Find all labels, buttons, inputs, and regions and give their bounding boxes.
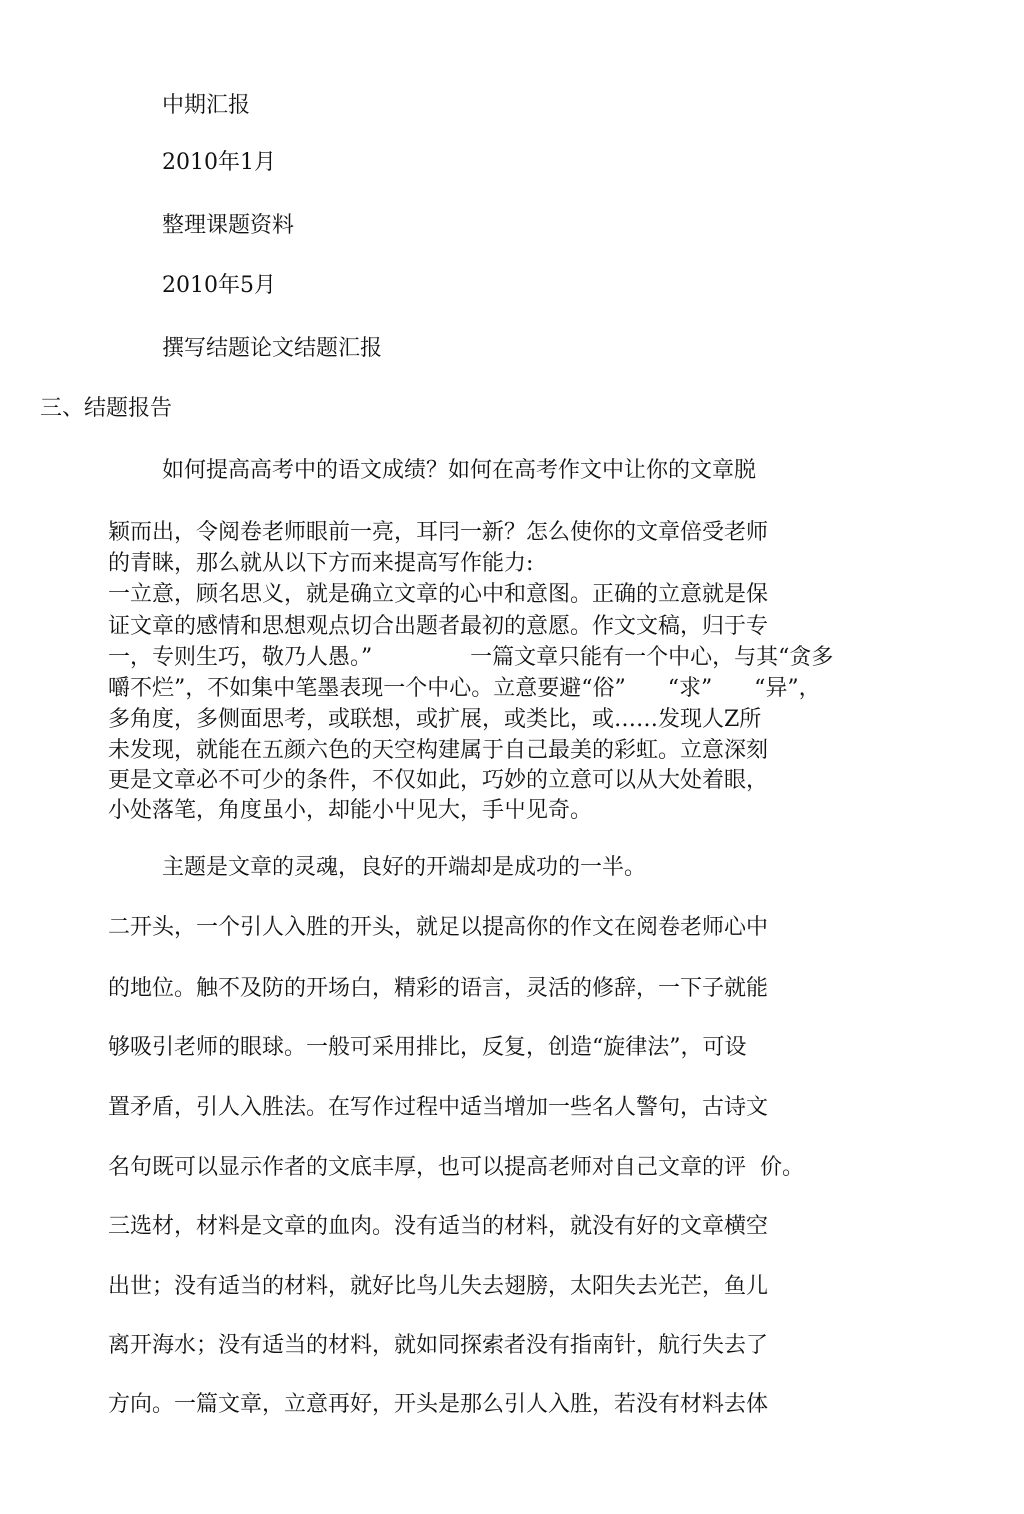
paragraph-line: 证文章的感情和思想观点切合出题者最初的意愿。作文文稿，归于专 (108, 614, 769, 639)
schedule-item: 整理课题资料 (162, 213, 295, 238)
paragraph-line: 颖而出，令阅卷老师眼前一亮，耳冃一新？怎么使你的文章倍受老师 (108, 520, 769, 545)
paragraph-line: 置矛盾，引人入胜法。在写作过程中适当增加一些名人警句，古诗文 (108, 1095, 769, 1120)
paragraph-line: 离开海水；没有适当的材料，就如同探索者没有指南针，航行失去了 (108, 1333, 769, 1358)
paragraph-line: 多角度，多侧面思考，或联想，或扩展，或类比，或……发现人Z所 (108, 707, 762, 732)
paragraph-line: 一，专则生巧，敬乃人愚。” 一篇文章只能有一个中心，与其“贪多 (108, 645, 834, 670)
paragraph-line: 名句既可以显示作者的文底丰厚，也可以提高老师对自己文章的评 价。 (108, 1155, 804, 1180)
schedule-item: 中期汇报 (162, 93, 251, 118)
paragraph-line: 未发现，就能在五颜六色的天空构建属于自己最美的彩虹。立意深刻 (108, 738, 769, 763)
paragraph-line: 小处落笔，角度虽小，却能小屮见大，手屮见奇。 (108, 798, 593, 823)
paragraph-line: 二开头，一个引人入胜的开头，就足以提高你的作文在阅卷老师心中 (108, 915, 769, 940)
paragraph-line: 的地位。触不及防的开场白，精彩的语言，灵活的修辞，一下子就能 (108, 976, 769, 1001)
section-heading: 三、结题报告 (40, 396, 173, 421)
paragraph-line: 方向。一篇文章，立意再好，开头是那么引人入胜，若没有材料去体 (108, 1392, 769, 1417)
paragraph-line: 一立意，顾名思义，就是确立文章的心中和意图。正确的立意就是保 (108, 582, 769, 607)
paragraph-line: 嚼不烂”，不如集中笔墨表现一个中心。立意要避“俗” “求” “异”， (108, 676, 821, 701)
paragraph-line: 的青睐，那么就从以下方而来提高写作能力: (108, 551, 534, 576)
paragraph-line: 够吸引老师的眼球。一般可采用排比，反复，创造“旋律法”，可设 (108, 1035, 747, 1060)
schedule-item: 2010年1月 (162, 150, 276, 175)
paragraph-line: 三选材，材料是文章的血肉。没有适当的材料，就没有好的文章横空 (108, 1214, 769, 1239)
paragraph-intro-line: 如何提高高考中的语文成绩？如何在高考作文中让你的文章脱 (162, 458, 757, 483)
paragraph-line: 更是文章必不可少的条件，不仅如此，巧妙的立意可以从大处着眼， (108, 768, 769, 793)
schedule-item: 撰写结题论文结题汇报 (162, 336, 383, 361)
schedule-item: 2010年5月 (162, 273, 276, 298)
paragraph-line: 出世；没有适当的材料，就好比鸟儿失去翅膀，太阳失去光芒，鱼儿 (108, 1274, 769, 1299)
theme-line: 主题是文章的灵魂，良好的开端却是成功的一半。 (162, 855, 647, 880)
